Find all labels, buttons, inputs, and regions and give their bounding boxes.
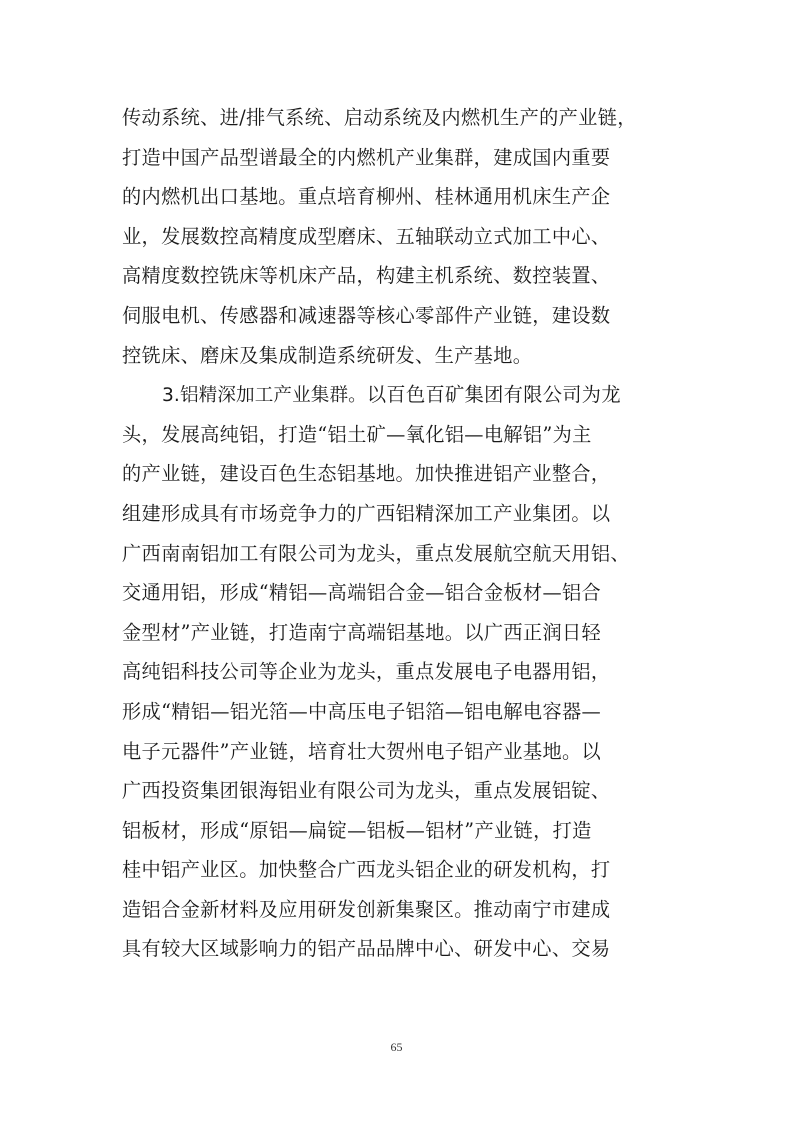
body-line: 组建形成具有市场竞争力的广西铝精深加工产业集团。以 xyxy=(122,501,611,525)
page-number: 65 xyxy=(390,1040,403,1054)
body-line: 头，发展高纯铝，打造“铝土矿—氧化铝—电解铝”为主 xyxy=(122,422,592,446)
body-line: 打造中国产品型谱最全的内燃机产业集群，建成国内重要 xyxy=(122,145,611,169)
body-line: 控铣床、磨床及集成制造系统研发、生产基地。 xyxy=(122,343,533,367)
body-line: 伺服电机、传感器和减速器等核心零部件产业链，建设数 xyxy=(122,303,611,327)
body-line: 桂中铝产业区。加快整合广西龙头铝企业的研发机构，打 xyxy=(122,858,611,882)
section-heading: 3.铝精深加工产业集群。 xyxy=(162,385,367,407)
body-line: 交通用铝，形成“精铝—高端铝合金—铝合金板材—铝合 xyxy=(122,581,602,605)
body-line: 传动系统、进/排气系统、启动系统及内燃机生产的产业链， xyxy=(122,106,637,129)
body-line: 金型材”产业链，打造南宁高端铝基地。以广西正润日轻 xyxy=(122,620,602,644)
body-line: 的内燃机出口基地。重点培育柳州、桂林通用机床生产企 xyxy=(122,185,611,209)
body-line: 造铝合金新材料及应用研发创新集聚区。推动南宁市建成 xyxy=(122,897,611,921)
page-body xyxy=(122,98,682,969)
body-line: 铝板材，形成“原铝—扁锭—铝板—铝材”产业链，打造 xyxy=(122,818,592,842)
body-line: 广西南南铝加工有限公司为龙头，重点发展航空航天用铝、 xyxy=(122,541,630,565)
section-heading-line xyxy=(122,375,682,415)
body-line: 电子元器件”产业链，培育壮大贺州电子铝产业基地。以 xyxy=(122,739,602,763)
section-first-line-text: 以百色百矿集团有限公司为龙 xyxy=(366,383,621,407)
body-line: 业，发展数控高精度成型磨床、五轴联动立式加工中心、 xyxy=(122,224,611,248)
body-line: 具有较大区域影响力的铝产品品牌中心、研发中心、交易 xyxy=(122,937,611,961)
body-line: 形成“精铝—铝光箔—中高压电子铝箔—铝电解电容器— xyxy=(122,699,602,723)
body-line: 的产业链，建设百色生态铝基地。加快推进铝产业整合， xyxy=(122,462,611,486)
body-line: 广西投资集团银海铝业有限公司为龙头，重点发展铝锭、 xyxy=(122,779,611,803)
body-line: 高精度数控铣床等机床产品，构建主机系统、数控装置、 xyxy=(122,264,611,288)
body-line: 高纯铝科技公司等企业为龙头，重点发展电子电器用铝， xyxy=(122,660,611,684)
